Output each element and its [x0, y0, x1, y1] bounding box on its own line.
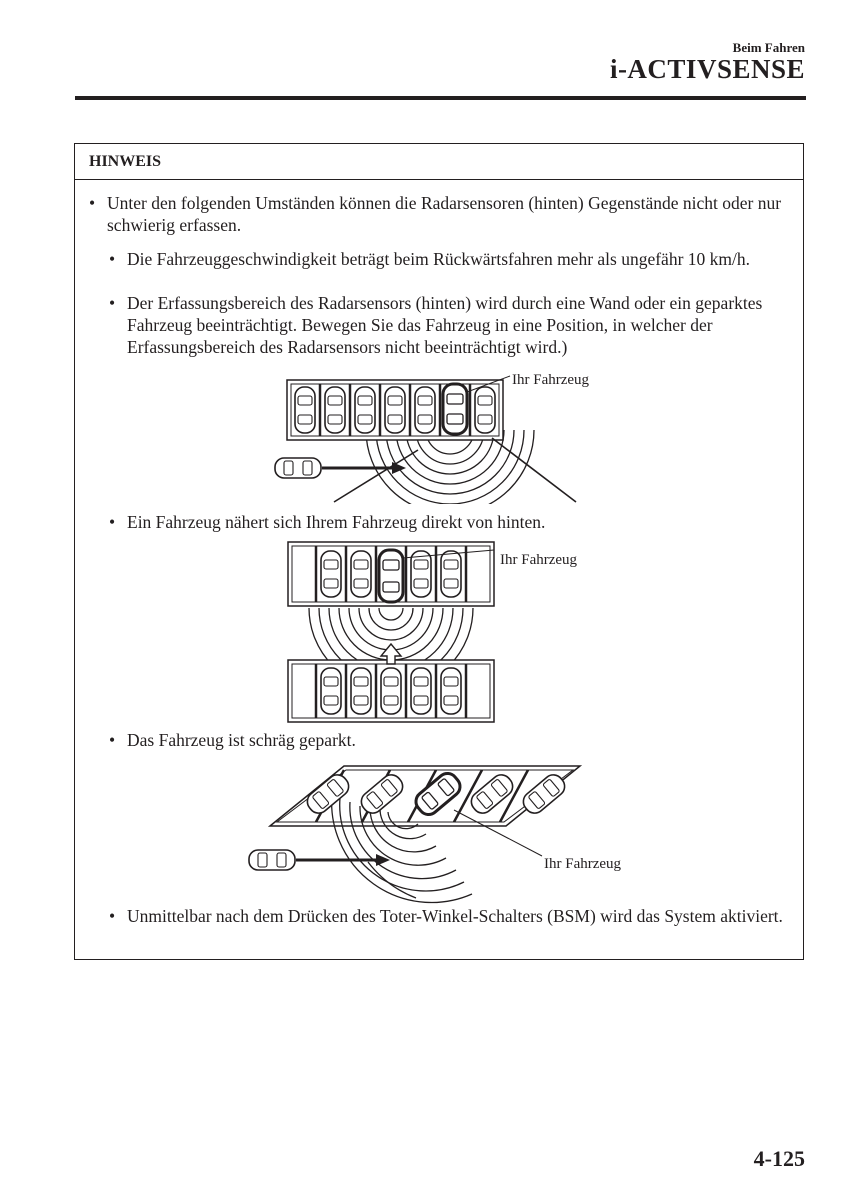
radar-waves [332, 794, 472, 903]
section-title: Beim Fahren [732, 40, 805, 55]
note-item-text: Die Fahrzeuggeschwindigkeit beträgt beim Rückwärtsfahren mehr als ungefähr 10 km/h. [127, 249, 751, 269]
approach-arrow [322, 462, 406, 474]
bullet-glyph: • [109, 730, 116, 750]
page-number: 4-125 [753, 1146, 805, 1171]
header-rule [75, 96, 806, 100]
figure-approach-from-behind [280, 536, 620, 724]
note-item [109, 905, 799, 927]
bullet-glyph: • [109, 906, 116, 926]
note-item-text: Ein Fahrzeug nähert sich Ihrem Fahrzeug direkt von hinten. [127, 512, 546, 532]
own-vehicle-icon [379, 550, 403, 602]
note-item-text: Das Fahrzeug ist schräg geparkt. [127, 730, 356, 750]
own-vehicle-label: Ihr Fahrzeug [512, 372, 590, 388]
note-intro [89, 192, 799, 236]
approach-arrow [296, 854, 390, 866]
note-item [109, 292, 799, 358]
note-item-text: Unmittelbar nach dem Drücken des Toter-Winkel-Schalters (BSM) wird das System aktiviert. [127, 906, 783, 926]
note-item [109, 729, 799, 751]
note-title: HINWEIS [75, 144, 803, 180]
chapter-title: i-ACTIVSENSE [609, 54, 805, 84]
note-item-text: Der Erfassungsbereich des Radarsensors (hinten) wird durch eine Wand oder ein geparktes Fahrzeug beeinträchtigt. Bewegen Sie das Fahrzeug in eine Position, in welcher der Erfassungsbereich des Radarsensors nicht beeinträchtigt wird.) [127, 293, 763, 357]
bullet-glyph: • [109, 293, 116, 313]
figure-angled-parking [236, 754, 666, 904]
parking-row-bottom [288, 660, 494, 722]
own-vehicle-icon [443, 384, 467, 434]
bullet-glyph: • [109, 249, 116, 269]
own-vehicle-label: Ihr Fahrzeug [500, 552, 578, 568]
bullet-glyph: • [109, 512, 116, 532]
approaching-car-icon [249, 850, 295, 870]
note-intro-text: Unter den folgenden Umständen können die Radarsensoren (hinten) Gegenstände nicht oder nur schwierig erfassen. [107, 193, 782, 235]
blocked-indicator-lines [334, 438, 576, 502]
approaching-car-icon [275, 458, 321, 478]
note-item [109, 248, 799, 270]
bullet-glyph: • [89, 193, 96, 213]
callout-line [454, 810, 542, 856]
own-vehicle-label: Ihr Fahrzeug [544, 856, 622, 872]
figure-radar-obstructed [260, 368, 630, 504]
note-item [109, 511, 799, 533]
